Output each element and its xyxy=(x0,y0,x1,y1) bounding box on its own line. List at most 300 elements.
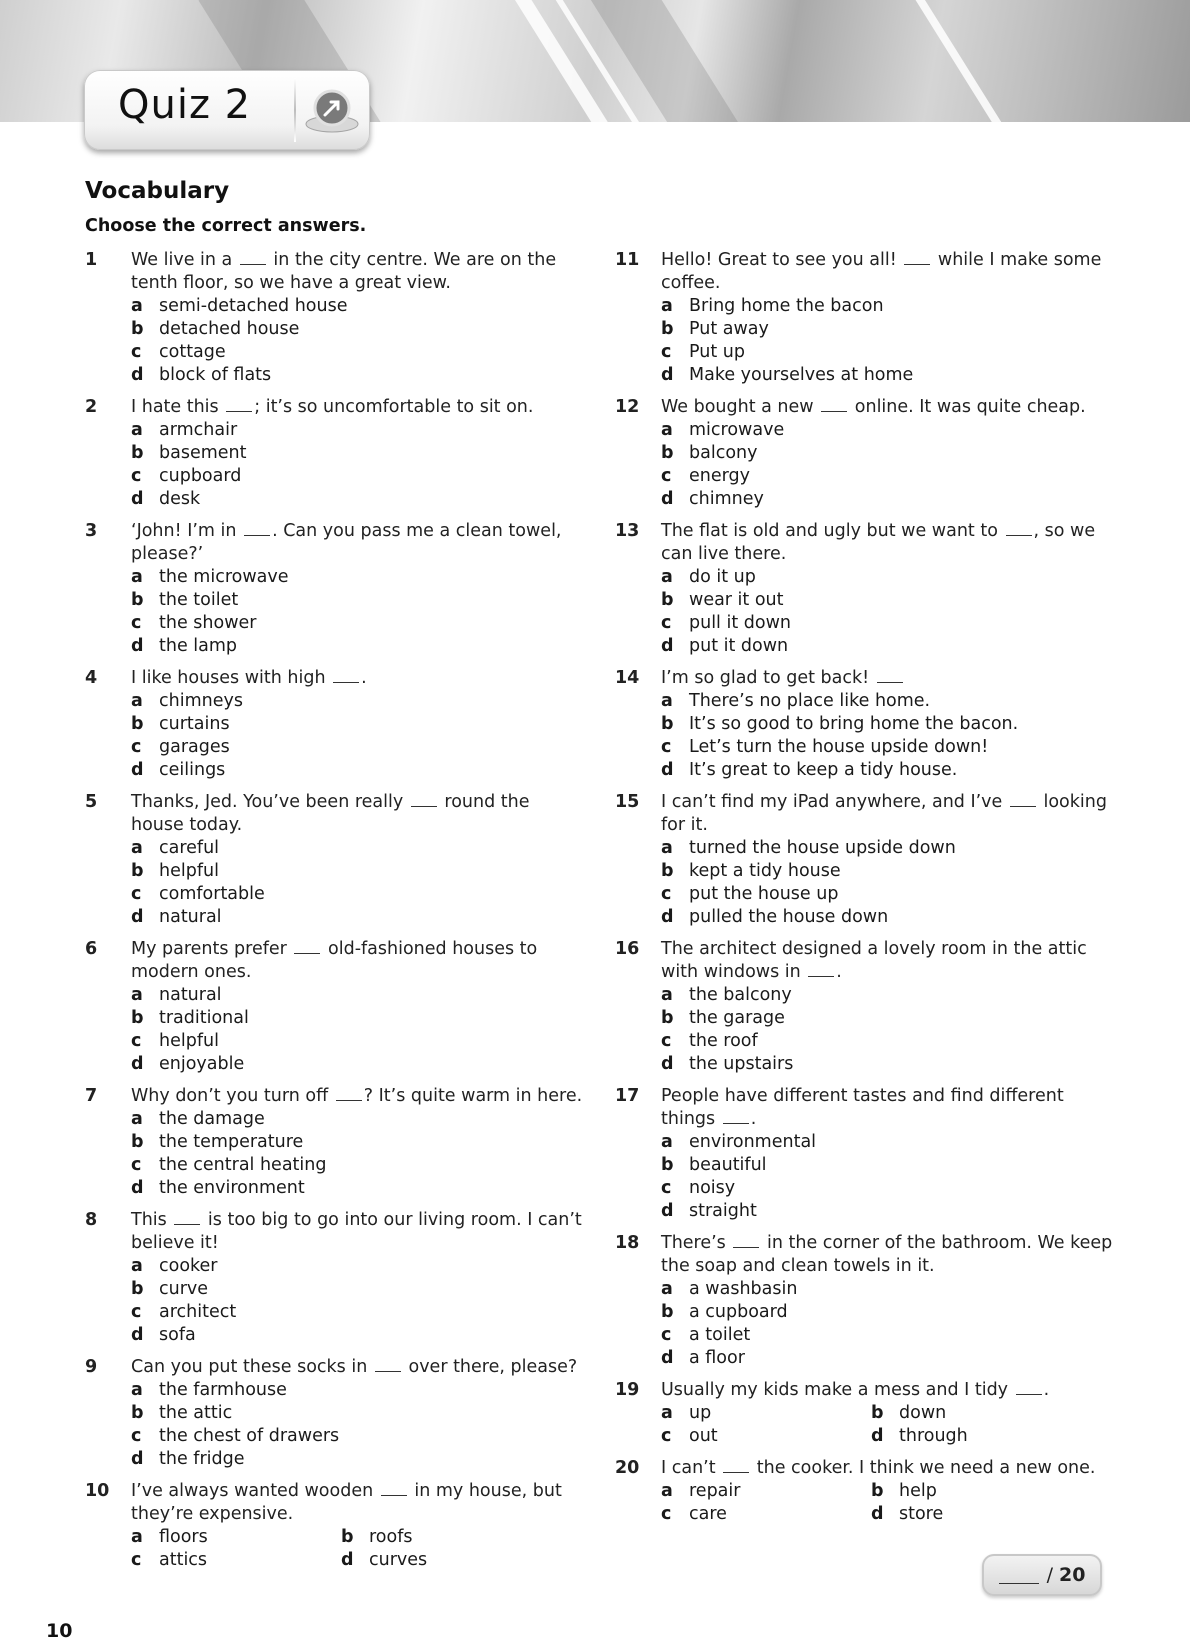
option-letter: a xyxy=(131,1256,143,1276)
option-letter: a xyxy=(661,567,673,587)
option-text: the shower xyxy=(159,613,257,633)
answer-option[interactable] xyxy=(341,1549,551,1572)
option-letter: d xyxy=(661,907,674,927)
option-text: environmental xyxy=(689,1132,817,1152)
questions-right-column xyxy=(615,249,1115,1535)
answer-option[interactable] xyxy=(871,1503,1081,1526)
question-item xyxy=(615,396,1115,511)
answer-option[interactable] xyxy=(85,442,585,465)
answer-option[interactable] xyxy=(615,1154,1115,1177)
option-text: There’s no place like home. xyxy=(689,691,931,711)
answer-option[interactable] xyxy=(615,906,1115,929)
answer-option[interactable] xyxy=(85,736,585,759)
question-text xyxy=(661,791,1115,837)
question-text-before: I can’t find my iPad anywhere, and I’ve xyxy=(661,792,1003,812)
option-letter: d xyxy=(871,1504,884,1524)
answer-option[interactable] xyxy=(85,1131,585,1154)
answer-blank[interactable] xyxy=(333,668,359,683)
question-text xyxy=(131,1356,585,1379)
question-number: 18 xyxy=(615,1233,640,1253)
option-text: Bring home the bacon xyxy=(689,296,884,316)
answer-option[interactable] xyxy=(615,1278,1115,1301)
answer-option[interactable] xyxy=(615,364,1115,387)
question-number: 13 xyxy=(615,521,640,541)
question-text-after: looking for it. xyxy=(661,792,1107,835)
option-letter: b xyxy=(131,443,144,463)
answer-option[interactable] xyxy=(615,837,1115,860)
question-line xyxy=(85,667,585,690)
answer-option[interactable] xyxy=(85,837,585,860)
question-text-before: We bought a new xyxy=(661,397,814,417)
option-text: It’s so good to bring home the bacon. xyxy=(689,714,1019,734)
answer-option[interactable] xyxy=(85,1154,585,1177)
answer-blank[interactable] xyxy=(411,792,437,807)
question-text-before: Usually my kids make a mess and I tidy xyxy=(661,1380,1009,1400)
answer-option[interactable] xyxy=(871,1480,1081,1503)
question-text-after: . xyxy=(836,962,842,982)
option-letter: a xyxy=(661,985,673,1005)
option-text: turned the house upside down xyxy=(689,838,956,858)
answer-blank[interactable] xyxy=(723,1458,749,1473)
instruction: Choose the correct answers. xyxy=(85,216,367,236)
question-text-after: round the house today. xyxy=(131,792,530,835)
option-text: up xyxy=(689,1403,712,1423)
answer-option[interactable] xyxy=(615,984,1115,1007)
answer-blank[interactable] xyxy=(723,1109,749,1124)
question-text xyxy=(131,1085,585,1108)
option-text: a floor xyxy=(689,1348,745,1368)
answer-option[interactable] xyxy=(871,1425,1081,1448)
option-text: the attic xyxy=(159,1403,233,1423)
answer-option[interactable] xyxy=(615,1177,1115,1200)
answer-option[interactable] xyxy=(85,589,585,612)
option-text: roofs xyxy=(369,1527,413,1547)
option-text: helpful xyxy=(159,861,219,881)
option-letter: a xyxy=(131,420,143,440)
question-text xyxy=(661,667,1115,690)
answer-option[interactable] xyxy=(615,1347,1115,1370)
question-text-before: I’ve always wanted wooden xyxy=(131,1481,374,1501)
question-item xyxy=(85,938,585,1076)
question-text xyxy=(131,396,585,419)
question-text-after: in my house, but they’re expensive. xyxy=(131,1481,562,1524)
option-text: the temperature xyxy=(159,1132,304,1152)
option-letter: c xyxy=(131,466,142,486)
option-text: the central heating xyxy=(159,1155,327,1175)
option-text: careful xyxy=(159,838,220,858)
question-line xyxy=(85,1085,585,1108)
option-letter: d xyxy=(341,1550,354,1570)
option-letter: b xyxy=(661,1155,674,1175)
option-text: do it up xyxy=(689,567,756,587)
question-line xyxy=(615,396,1115,419)
option-letter: c xyxy=(131,613,142,633)
answer-option[interactable] xyxy=(85,1278,585,1301)
answer-option[interactable] xyxy=(615,713,1115,736)
option-letter: d xyxy=(661,1348,674,1368)
option-text: garages xyxy=(159,737,230,757)
option-text: attics xyxy=(159,1550,208,1570)
option-text: the damage xyxy=(159,1109,265,1129)
question-number: 5 xyxy=(85,792,98,812)
answer-option[interactable] xyxy=(85,906,585,929)
score-separator: / xyxy=(1046,1564,1053,1586)
answer-option[interactable] xyxy=(615,419,1115,442)
question-text xyxy=(661,1457,1115,1480)
option-letter: b xyxy=(131,1008,144,1028)
question-text-before: The architect designed a lovely room in the attic with windows in xyxy=(661,939,1087,982)
answer-option[interactable] xyxy=(85,318,585,341)
answer-option[interactable] xyxy=(85,713,585,736)
option-letter: d xyxy=(661,636,674,656)
question-number: 1 xyxy=(85,250,98,270)
question-line xyxy=(615,1085,1115,1131)
answer-option[interactable] xyxy=(615,566,1115,589)
answer-option[interactable] xyxy=(661,1402,871,1425)
answer-option[interactable] xyxy=(615,1030,1115,1053)
question-number: 4 xyxy=(85,668,98,688)
question-text-after: online. It was quite cheap. xyxy=(854,397,1086,417)
option-letter: b xyxy=(661,1008,674,1028)
question-text xyxy=(661,396,1115,419)
answer-option[interactable] xyxy=(871,1402,1081,1425)
option-letter: d xyxy=(131,1054,144,1074)
answer-option[interactable] xyxy=(85,759,585,782)
option-letter: a xyxy=(661,296,673,316)
question-line xyxy=(615,1232,1115,1278)
option-letter: b xyxy=(341,1527,354,1547)
option-letter: a xyxy=(661,420,673,440)
option-letter: d xyxy=(661,1054,674,1074)
option-letter: a xyxy=(131,838,143,858)
option-text: noisy xyxy=(689,1178,736,1198)
option-letter: b xyxy=(661,590,674,610)
question-text-after: . xyxy=(1043,1380,1050,1400)
answer-option[interactable] xyxy=(615,1007,1115,1030)
answer-blank[interactable] xyxy=(244,521,270,536)
question-text-after: old-fashioned houses to modern ones. xyxy=(131,939,538,982)
answer-option[interactable] xyxy=(85,1379,585,1402)
question-line xyxy=(615,1457,1115,1480)
score-total: 20 xyxy=(1058,1564,1086,1586)
answer-option[interactable] xyxy=(85,364,585,387)
option-letter: c xyxy=(131,1426,142,1446)
answer-option[interactable] xyxy=(615,736,1115,759)
questions-left-column xyxy=(85,249,585,1581)
option-letter: a xyxy=(661,838,673,858)
option-letter: c xyxy=(661,466,672,486)
question-text-before: My parents prefer xyxy=(131,939,287,959)
answer-blank[interactable] xyxy=(226,397,252,412)
answer-option[interactable] xyxy=(131,1526,341,1549)
option-letter: b xyxy=(131,1403,144,1423)
option-text: the lamp xyxy=(159,636,238,656)
question-text xyxy=(661,1232,1115,1278)
answer-option[interactable] xyxy=(85,341,585,364)
answer-option[interactable] xyxy=(615,318,1115,341)
option-letter: c xyxy=(131,1031,142,1051)
answer-option[interactable] xyxy=(85,295,585,318)
answer-option[interactable] xyxy=(131,1549,341,1572)
option-letter: c xyxy=(661,1504,672,1524)
answer-option[interactable] xyxy=(85,566,585,589)
option-letter: a xyxy=(131,1109,143,1129)
option-letter: d xyxy=(131,1178,144,1198)
question-text xyxy=(661,938,1115,984)
option-letter: b xyxy=(661,1302,674,1322)
answer-blank[interactable] xyxy=(240,250,266,265)
option-text: chimneys xyxy=(159,691,243,711)
answer-option[interactable] xyxy=(661,1425,871,1448)
option-text: traditional xyxy=(159,1008,249,1028)
option-letter: c xyxy=(131,342,142,362)
answer-option[interactable] xyxy=(85,1108,585,1131)
question-item xyxy=(615,667,1115,782)
option-letter: c xyxy=(131,1155,142,1175)
score-box xyxy=(982,1554,1102,1596)
option-row xyxy=(615,1503,1115,1526)
answer-option[interactable] xyxy=(615,635,1115,658)
option-letter: d xyxy=(131,1449,144,1469)
option-text: the balcony xyxy=(689,985,792,1005)
answer-blank[interactable] xyxy=(336,1086,362,1101)
option-letter: c xyxy=(661,1426,672,1446)
option-text: the microwave xyxy=(159,567,289,587)
question-item xyxy=(85,520,585,658)
option-letter: d xyxy=(131,907,144,927)
option-text: the fridge xyxy=(159,1449,245,1469)
question-text-after: ; it’s so uncomfortable to sit on. xyxy=(254,397,534,417)
option-text: cottage xyxy=(159,342,226,362)
question-number: 8 xyxy=(85,1210,98,1230)
option-row xyxy=(615,1425,1115,1448)
question-text-before: Why don’t you turn off xyxy=(131,1086,329,1106)
answer-blank[interactable] xyxy=(821,397,847,412)
question-item xyxy=(85,1209,585,1347)
answer-option[interactable] xyxy=(85,883,585,906)
option-text: the roof xyxy=(689,1031,758,1051)
answer-option[interactable] xyxy=(615,1053,1115,1076)
option-letter: c xyxy=(131,1550,142,1570)
option-row xyxy=(615,1480,1115,1503)
option-text: detached house xyxy=(159,319,300,339)
option-text: natural xyxy=(159,907,222,927)
option-text: enjoyable xyxy=(159,1054,245,1074)
question-item xyxy=(85,249,585,387)
answer-option[interactable] xyxy=(615,612,1115,635)
question-item xyxy=(85,791,585,929)
question-item xyxy=(615,1457,1115,1526)
option-text: ceilings xyxy=(159,760,226,780)
option-text: curve xyxy=(159,1279,209,1299)
answer-option[interactable] xyxy=(615,341,1115,364)
answer-option[interactable] xyxy=(85,1402,585,1425)
answer-option[interactable] xyxy=(341,1526,551,1549)
answer-option[interactable] xyxy=(85,1324,585,1347)
question-text-after: . xyxy=(361,668,367,688)
answer-blank[interactable] xyxy=(381,1481,407,1496)
answer-option[interactable] xyxy=(615,1301,1115,1324)
question-text-before: Hello! Great to see you all! xyxy=(661,250,897,270)
answer-blank[interactable] xyxy=(1006,521,1032,536)
answer-option[interactable] xyxy=(85,612,585,635)
answer-option[interactable] xyxy=(85,635,585,658)
answer-option[interactable] xyxy=(85,1030,585,1053)
option-letter: a xyxy=(661,1279,673,1299)
option-text: energy xyxy=(689,466,750,486)
answer-blank[interactable] xyxy=(1010,792,1036,807)
question-text-before: I can’t xyxy=(661,1458,716,1478)
question-text-before: We live in a xyxy=(131,250,233,270)
answer-option[interactable] xyxy=(85,419,585,442)
answer-blank[interactable] xyxy=(174,1210,200,1225)
option-letter: c xyxy=(131,884,142,904)
answer-option[interactable] xyxy=(85,1007,585,1030)
answer-option[interactable] xyxy=(615,465,1115,488)
answer-option[interactable] xyxy=(85,1053,585,1076)
option-text: beautiful xyxy=(689,1155,767,1175)
answer-option[interactable] xyxy=(85,1255,585,1278)
option-letter: a xyxy=(131,985,143,1005)
question-text-after: while I make some coffee. xyxy=(661,250,1102,293)
option-text: semi-detached house xyxy=(159,296,348,316)
answer-blank[interactable] xyxy=(877,668,903,683)
answer-blank[interactable] xyxy=(904,250,930,265)
option-text: Put up xyxy=(689,342,745,362)
answer-option[interactable] xyxy=(615,589,1115,612)
option-letter: d xyxy=(661,489,674,509)
question-item xyxy=(615,1232,1115,1370)
question-line xyxy=(615,938,1115,984)
option-text: curves xyxy=(369,1550,428,1570)
question-text-before: I’m so glad to get back! xyxy=(661,668,870,688)
answer-option[interactable] xyxy=(85,488,585,511)
answer-option[interactable] xyxy=(85,690,585,713)
answer-option[interactable] xyxy=(615,1131,1115,1154)
question-item xyxy=(615,520,1115,658)
option-letter: c xyxy=(661,1325,672,1345)
answer-option[interactable] xyxy=(615,883,1115,906)
answer-option[interactable] xyxy=(661,1480,871,1503)
option-text: the garage xyxy=(689,1008,785,1028)
answer-option[interactable] xyxy=(615,295,1115,318)
question-text-after: . xyxy=(750,1109,757,1129)
question-text xyxy=(131,667,585,690)
answer-blank[interactable] xyxy=(808,962,834,977)
option-text: the toilet xyxy=(159,590,239,610)
question-item xyxy=(615,1085,1115,1223)
option-letter: b xyxy=(131,1279,144,1299)
question-text xyxy=(661,1085,1115,1131)
question-number: 9 xyxy=(85,1357,98,1377)
option-text: comfortable xyxy=(159,884,265,904)
answer-option[interactable] xyxy=(85,465,585,488)
answer-blank[interactable] xyxy=(375,1357,401,1372)
option-text: the chest of drawers xyxy=(159,1426,340,1446)
option-letter: b xyxy=(131,1132,144,1152)
question-item xyxy=(85,1480,585,1572)
question-number: 2 xyxy=(85,397,98,417)
question-number: 14 xyxy=(615,668,640,688)
option-letter: d xyxy=(871,1426,884,1446)
answer-option[interactable] xyxy=(615,442,1115,465)
option-letter: d xyxy=(661,760,674,780)
option-letter: b xyxy=(661,443,674,463)
option-letter: a xyxy=(661,691,673,711)
option-letter: b xyxy=(661,714,674,734)
question-text-after: . Can you pass me a clean towel, please?’ xyxy=(131,521,562,564)
answer-option[interactable] xyxy=(85,1301,585,1324)
answer-option[interactable] xyxy=(615,1200,1115,1223)
option-text: help xyxy=(899,1481,937,1501)
answer-option[interactable] xyxy=(85,1177,585,1200)
option-letter: d xyxy=(131,636,144,656)
answer-option[interactable] xyxy=(615,488,1115,511)
question-line xyxy=(615,249,1115,295)
answer-option[interactable] xyxy=(615,860,1115,883)
option-letter: d xyxy=(131,365,144,385)
answer-option[interactable] xyxy=(85,1425,585,1448)
question-line xyxy=(615,791,1115,837)
question-item xyxy=(85,396,585,511)
option-text: floors xyxy=(159,1527,208,1547)
question-number: 15 xyxy=(615,792,640,812)
score-blank[interactable] xyxy=(999,1567,1039,1584)
option-letter: b xyxy=(661,861,674,881)
option-letter: c xyxy=(661,1031,672,1051)
option-text: chimney xyxy=(689,489,764,509)
option-letter: d xyxy=(661,365,674,385)
option-letter: a xyxy=(131,1380,143,1400)
answer-blank[interactable] xyxy=(294,939,320,954)
option-letter: c xyxy=(131,1302,142,1322)
option-letter: a xyxy=(661,1132,673,1152)
option-text: a washbasin xyxy=(689,1279,798,1299)
question-line xyxy=(85,1480,585,1526)
answer-option[interactable] xyxy=(661,1503,871,1526)
answer-option[interactable] xyxy=(615,1324,1115,1347)
answer-option[interactable] xyxy=(615,690,1115,713)
option-text: through xyxy=(899,1426,968,1446)
option-letter: a xyxy=(131,567,143,587)
option-text: the upstairs xyxy=(689,1054,794,1074)
divider xyxy=(294,78,296,142)
answer-blank[interactable] xyxy=(1016,1380,1042,1395)
question-number: 17 xyxy=(615,1086,640,1106)
option-letter: b xyxy=(131,861,144,881)
answer-blank[interactable] xyxy=(733,1233,759,1248)
question-text-after: is too big to go into our living room. I can’t believe it! xyxy=(131,1210,582,1253)
question-line xyxy=(615,667,1115,690)
option-text: Let’s turn the house upside down! xyxy=(689,737,989,757)
option-text: armchair xyxy=(159,420,238,440)
answer-option[interactable] xyxy=(85,984,585,1007)
option-text: microwave xyxy=(689,420,785,440)
answer-option[interactable] xyxy=(85,860,585,883)
section-title: Vocabulary xyxy=(85,178,230,204)
question-text xyxy=(131,520,585,566)
question-text-after: the cooker. I think we need a new one. xyxy=(756,1458,1096,1478)
answer-option[interactable] xyxy=(85,1448,585,1471)
answer-option[interactable] xyxy=(615,759,1115,782)
option-text: desk xyxy=(159,489,201,509)
option-text: wear it out xyxy=(689,590,784,610)
question-number: 16 xyxy=(615,939,640,959)
question-text xyxy=(661,520,1115,566)
option-text: the farmhouse xyxy=(159,1380,287,1400)
question-text-before: Thanks, Jed. You’ve been really xyxy=(131,792,404,812)
question-line xyxy=(85,1356,585,1379)
